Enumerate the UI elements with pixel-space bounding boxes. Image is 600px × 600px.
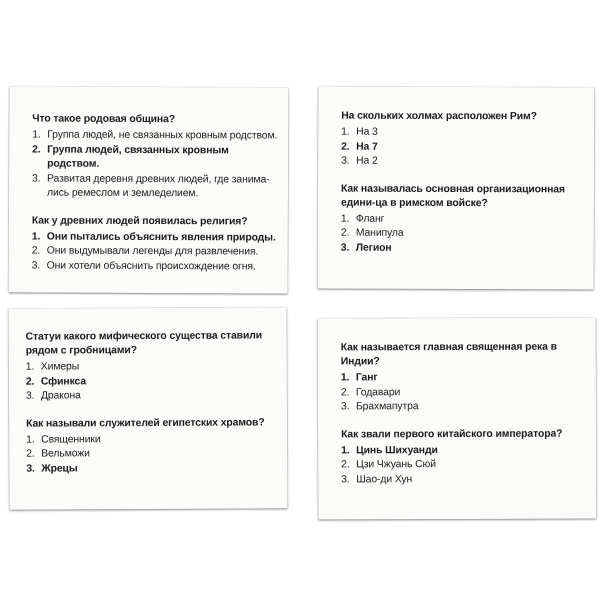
- answer-option: [341, 385, 586, 400]
- answer-option: [26, 432, 277, 448]
- answer-list: [341, 126, 584, 170]
- answer-number: 3.: [25, 390, 35, 402]
- answer-option: [32, 230, 278, 246]
- answer-text: На 3: [356, 126, 378, 138]
- answer-number: 1.: [31, 230, 41, 243]
- answer-text: На 2: [356, 155, 378, 167]
- answer-number: 3.: [341, 155, 350, 167]
- answer-option: [32, 128, 278, 144]
- answer-text: Вельможи: [41, 448, 90, 460]
- answer-option: [341, 227, 584, 242]
- answer-text: Годавари: [355, 386, 401, 398]
- answer-option: [26, 388, 277, 404]
- answer-text: Цзи Чжуань Сюй: [356, 459, 436, 471]
- answer-text: Химеры: [40, 361, 80, 373]
- question-block: [341, 341, 586, 415]
- answer-number: 2.: [25, 376, 35, 388]
- answer-text: Развитая деревня древних людей, где занима-лись ремеслом и земледелием.: [46, 173, 270, 200]
- answer-list: [32, 230, 278, 275]
- answer-option: [341, 472, 586, 487]
- question-text: Статуи какого мифического существа ставили рядом с гробницами?: [25, 330, 263, 357]
- answer-text: Священники: [41, 433, 101, 446]
- card-content: [26, 329, 278, 489]
- answer-number: 1.: [341, 444, 350, 456]
- question-text: На скольких холмах расположен Рим?: [341, 110, 537, 123]
- question-block: [32, 112, 278, 202]
- answer-text: Дракона: [40, 390, 81, 402]
- question-block: [341, 182, 584, 256]
- answer-text: Фланг: [355, 213, 385, 225]
- answer-number: 3.: [31, 259, 41, 272]
- answer-number: 2.: [341, 141, 350, 153]
- answer-option: [341, 140, 584, 155]
- answer-option: [341, 212, 584, 227]
- answer-option: [32, 259, 278, 275]
- answer-option: [341, 155, 584, 170]
- answer-option: [341, 371, 586, 386]
- card-content: [32, 112, 279, 287]
- answer-option: [26, 374, 277, 390]
- answer-list: [26, 359, 277, 404]
- answer-number: 1.: [26, 434, 35, 446]
- answer-option: [341, 458, 586, 473]
- answer-text: Манипула: [355, 227, 404, 239]
- answer-number: 2.: [341, 459, 350, 471]
- answer-number: 1.: [25, 361, 35, 373]
- answer-option: [26, 461, 277, 477]
- answer-option: [341, 126, 584, 141]
- answer-number: 2.: [26, 448, 35, 460]
- answer-list: [341, 371, 586, 415]
- quiz-card-bottom-left: [8, 307, 287, 509]
- answer-number: 3.: [32, 172, 41, 185]
- quiz-card-top-right: [318, 87, 595, 290]
- question-text: Как называлась основная организационная едини-ца в римском войске?: [340, 183, 565, 209]
- question-text: Как у древних людей появилась религия?: [31, 214, 248, 227]
- answer-number: 2.: [340, 386, 350, 398]
- answer-list: [341, 212, 584, 256]
- answer-text: Ганг: [355, 372, 378, 384]
- answer-number: 3.: [341, 473, 350, 485]
- answer-text: Они пытались объяснить явления природы.: [46, 231, 276, 244]
- question-block: [26, 329, 277, 404]
- answer-text: Сфинкса: [40, 375, 87, 388]
- answer-number: 2.: [31, 245, 41, 257]
- answer-text: Жрецы: [41, 462, 78, 475]
- answer-option: [32, 172, 278, 202]
- answer-option: [32, 244, 278, 260]
- answer-option: [26, 359, 277, 375]
- answer-text: Группа людей, не связанных кровным родством.: [47, 129, 278, 142]
- answer-number: 1.: [32, 129, 41, 141]
- answer-text: Шао-ди Хун: [356, 473, 413, 485]
- answer-text: Они хотели объяснить происхождение огня.: [46, 260, 256, 272]
- answer-option: [26, 446, 277, 462]
- answer-number: 3.: [340, 242, 350, 254]
- answer-text: Цинь Шихуанди: [356, 444, 438, 456]
- answer-number: 3.: [340, 401, 350, 413]
- question-block: [341, 110, 584, 170]
- answer-text: На 7: [356, 141, 378, 153]
- question-text: Что такое родовая община?: [32, 113, 176, 126]
- answer-option: [341, 443, 586, 458]
- card-content: [341, 341, 587, 501]
- answer-number: 1.: [340, 372, 350, 384]
- answer-text: Брахмапутра: [355, 401, 419, 413]
- card-content: [341, 110, 585, 270]
- answer-option: [341, 241, 584, 256]
- answer-list: [341, 443, 586, 487]
- question-block: [32, 214, 278, 275]
- question-block: [26, 416, 277, 477]
- answer-number: 1.: [340, 213, 350, 225]
- answer-number: 3.: [26, 463, 35, 475]
- answer-number: 2.: [32, 143, 41, 156]
- answer-list: [26, 432, 277, 477]
- answer-option: [341, 400, 586, 415]
- answer-list: [32, 128, 278, 202]
- question-text: Как называли служителей египетских храмов?: [26, 416, 265, 430]
- answer-text: Группа людей, связанных кровным родством.: [47, 144, 229, 170]
- quiz-card-top-left: [9, 86, 289, 293]
- question-text: Как звали первого китайского императора?: [341, 428, 563, 440]
- answer-number: 1.: [341, 126, 350, 138]
- question-text: Как называется главная священная река в Индии?: [340, 341, 557, 368]
- question-block: [341, 427, 586, 487]
- answer-number: 2.: [340, 227, 350, 239]
- answer-option: [32, 143, 278, 173]
- quiz-card-bottom-right: [318, 318, 597, 520]
- answer-text: Легион: [355, 242, 392, 254]
- answer-text: Они выдумывали легенды для развлечения.: [46, 245, 259, 258]
